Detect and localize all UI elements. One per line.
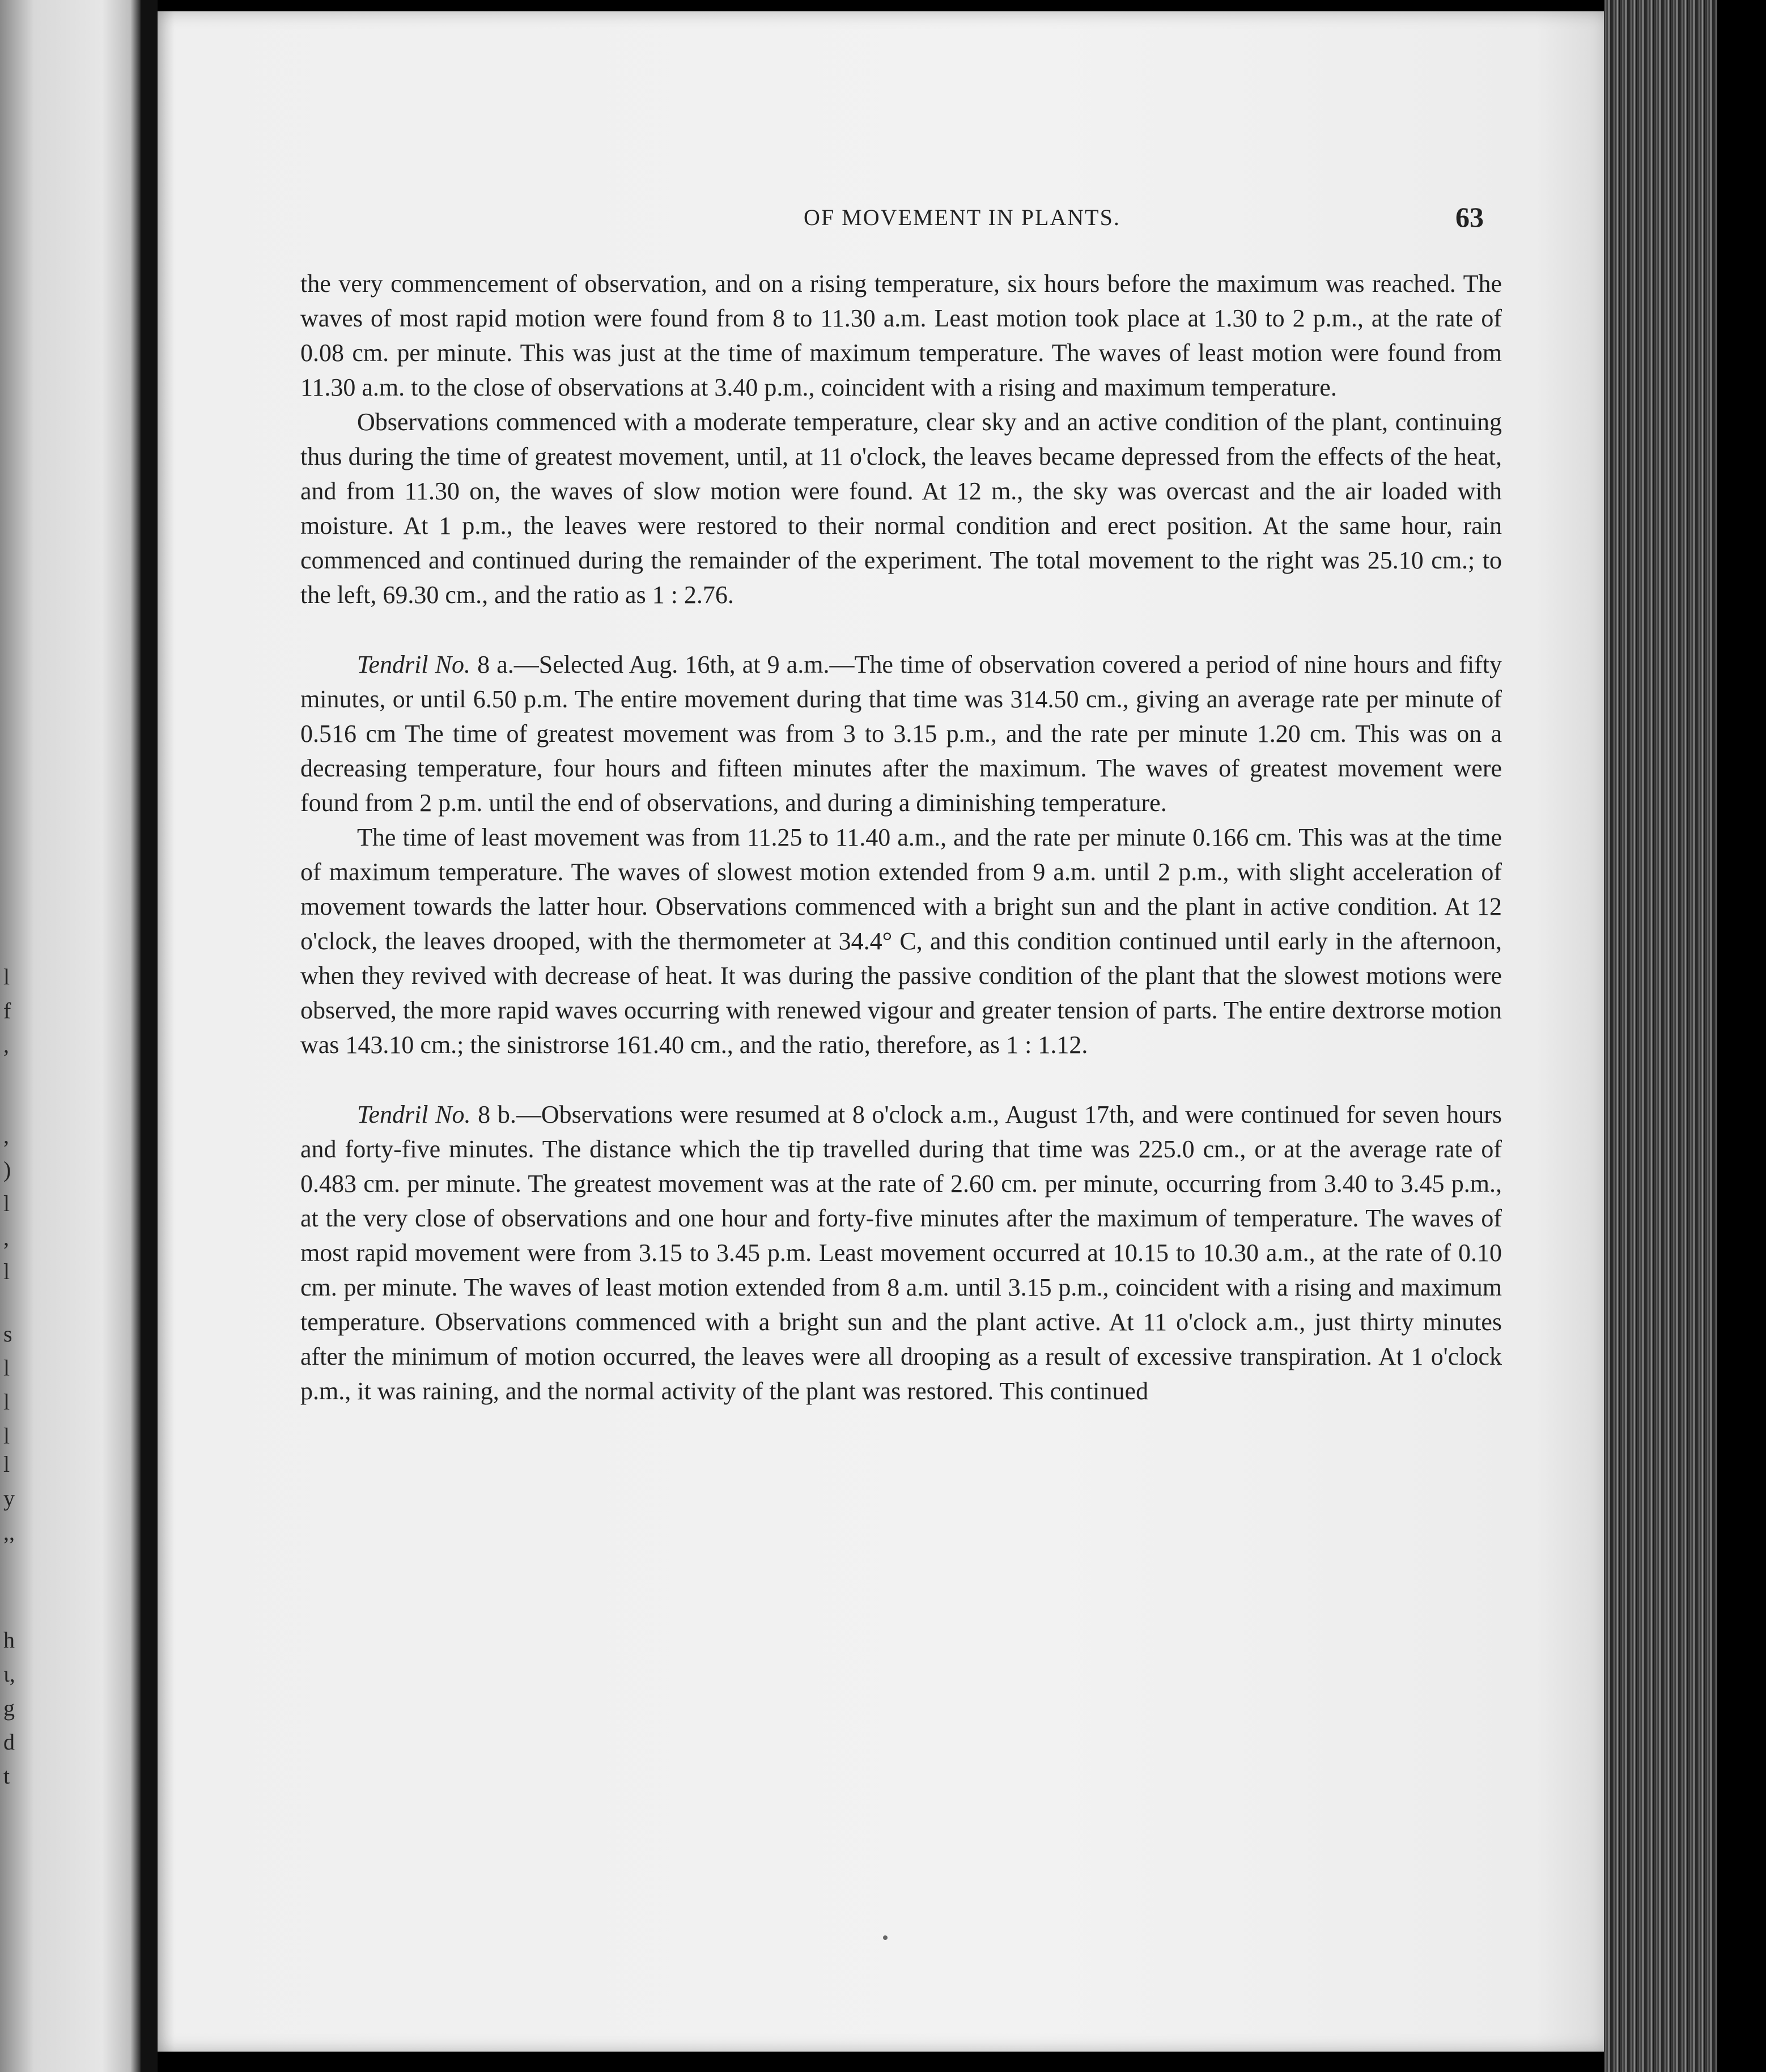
paragraph: the very commencement of observation, and on a rising temperature, six hours before the maximum was reached. The waves of most rapid motion were found from 8 to 11.30 a.m. Least motion took place at 1.30 to 2 p.m., at the rate of 0.08 cm. per minute. This was just at the time of maximum temperature. The waves of least motion were found from 11.30 a.m. to the close of observations at 3.40 p.m., coincident with a rising and maximum temperature. bbox=[300, 270, 1502, 401]
printing-speck bbox=[883, 1935, 888, 1940]
fragment: , bbox=[3, 1225, 9, 1250]
fragment: ,, bbox=[3, 1519, 15, 1545]
fragment: t bbox=[3, 1763, 10, 1789]
fragment: ι, bbox=[3, 1661, 15, 1687]
page-header bbox=[158, 194, 1608, 233]
section-label: Tendril No. bbox=[357, 1101, 471, 1128]
fragment: l bbox=[3, 1191, 10, 1216]
fragment: l bbox=[3, 1423, 10, 1449]
paragraph: Observations commenced with a moderate temperature, clear sky and an active condition of the plant, continuing thus during the time of greatest movement, until, at 11 o'clock, the leaves became depressed from the effects of the heat, and from 11.30 on, the waves of slow motion were found. At 12 m., the sky was overcast and the air loaded with moisture. At 1 p.m., the leaves were restored to their normal condition and erect position. At the same hour, rain commenced and continued during the remainder of the experiment. The total movement to the right was 25.10 cm.; to the left, 69.30 cm., and the ratio as 1 : 2.76. bbox=[300, 408, 1502, 609]
page-number: 63 bbox=[1455, 201, 1484, 233]
section-label: Tendril No. bbox=[357, 651, 471, 678]
fragment: l bbox=[3, 1451, 10, 1477]
scan-border bbox=[1717, 0, 1766, 2072]
fragment: d bbox=[3, 1729, 15, 1755]
fragment: l bbox=[3, 1355, 10, 1381]
book-page bbox=[158, 11, 1608, 2052]
facing-page-text-fragments bbox=[0, 963, 23, 1814]
section-text: 8 a.—Selected Aug. 16th, at 9 a.m.—The time of observation covered a period of nine hours and fifty minutes, or until 6.50 p.m. The entire movement during that time was 314.50 cm., giving an average rate per minute of 0.516 cm The time of greatest movement was from 3 to 3.15 p.m., and the rate per minute 1.20 cm. This was on a decreasing temperature, four hours and fifteen minutes after the maximum. The waves of greatest movement were found from 2 p.m. until the end of observations, and during a diminishing temperature. bbox=[300, 651, 1502, 817]
fragment: f bbox=[3, 998, 11, 1024]
running-head: OF MOVEMENT IN PLANTS. bbox=[804, 205, 1120, 230]
fragment: l bbox=[3, 1389, 10, 1415]
fragment: h bbox=[3, 1627, 15, 1653]
fragment: l bbox=[3, 964, 10, 990]
section-paragraph bbox=[300, 1097, 1502, 1408]
fragment: g bbox=[3, 1695, 15, 1721]
fragment: l bbox=[3, 1259, 10, 1284]
fragment: s bbox=[3, 1321, 12, 1347]
section-paragraph bbox=[300, 647, 1502, 820]
section-text: 8 b.—Observations were resumed at 8 o'clock a.m., August 17th, and were continued for seven hours and forty-five minutes. The distance which the tip travelled during that time was 225.0 cm., or at the average rate of 0.483 cm. per minute. The greatest movement was at the rate of 2.60 cm. per minute, occurring from 3.40 to 3.45 p.m., at the very close of observations and one hour and forty-five minutes after the maximum of temperature. The waves of most rapid movement were from 3.15 to 3.45 p.m. Least movement occurred at 10.15 to 10.30 a.m., at the rate of 0.10 cm. per minute. The waves of least motion extended from 8 a.m. until 3.15 p.m., coincident with a rising and maximum temperature. Observations commenced with a bright sun and the plant active. At 11 o'clock a.m., just thirty minutes after the minimum of motion occurred, the leaves were all drooping as a result of excessive transpiration. At 1 o'clock p.m., it was raining, and the normal activity of the plant was restored. This continued bbox=[300, 1101, 1502, 1405]
body-text bbox=[300, 266, 1502, 1408]
fragment: , bbox=[3, 1032, 9, 1058]
paragraph: The time of least movement was from 11.25 to 11.40 a.m., and the rate per minute 0.166 cm. This was at the time of maximum temperature. The waves of slowest motion extended from 9 a.m. until 2 p.m., with slight acceleration of movement towards the latter hour. Observations commenced with a bright sun and the plant in active condition. At 12 o'clock, the leaves drooped, with the thermometer at 34.4° C, and this condition continued until early in the afternoon, when they revived with decrease of heat. It was during the passive condition of the plant that the slowest motions were observed, the more rapid waves occurring with renewed vigour and greater tension of parts. The entire dextrorse motion was 143.10 cm.; the sinistrorse 161.40 cm., and the ratio, therefore, as 1 : 1.12. bbox=[300, 823, 1502, 1059]
fragment: ) bbox=[3, 1157, 11, 1182]
fragment: y bbox=[3, 1485, 15, 1511]
book-gutter bbox=[141, 0, 158, 2072]
fragment: , bbox=[3, 1123, 9, 1148]
